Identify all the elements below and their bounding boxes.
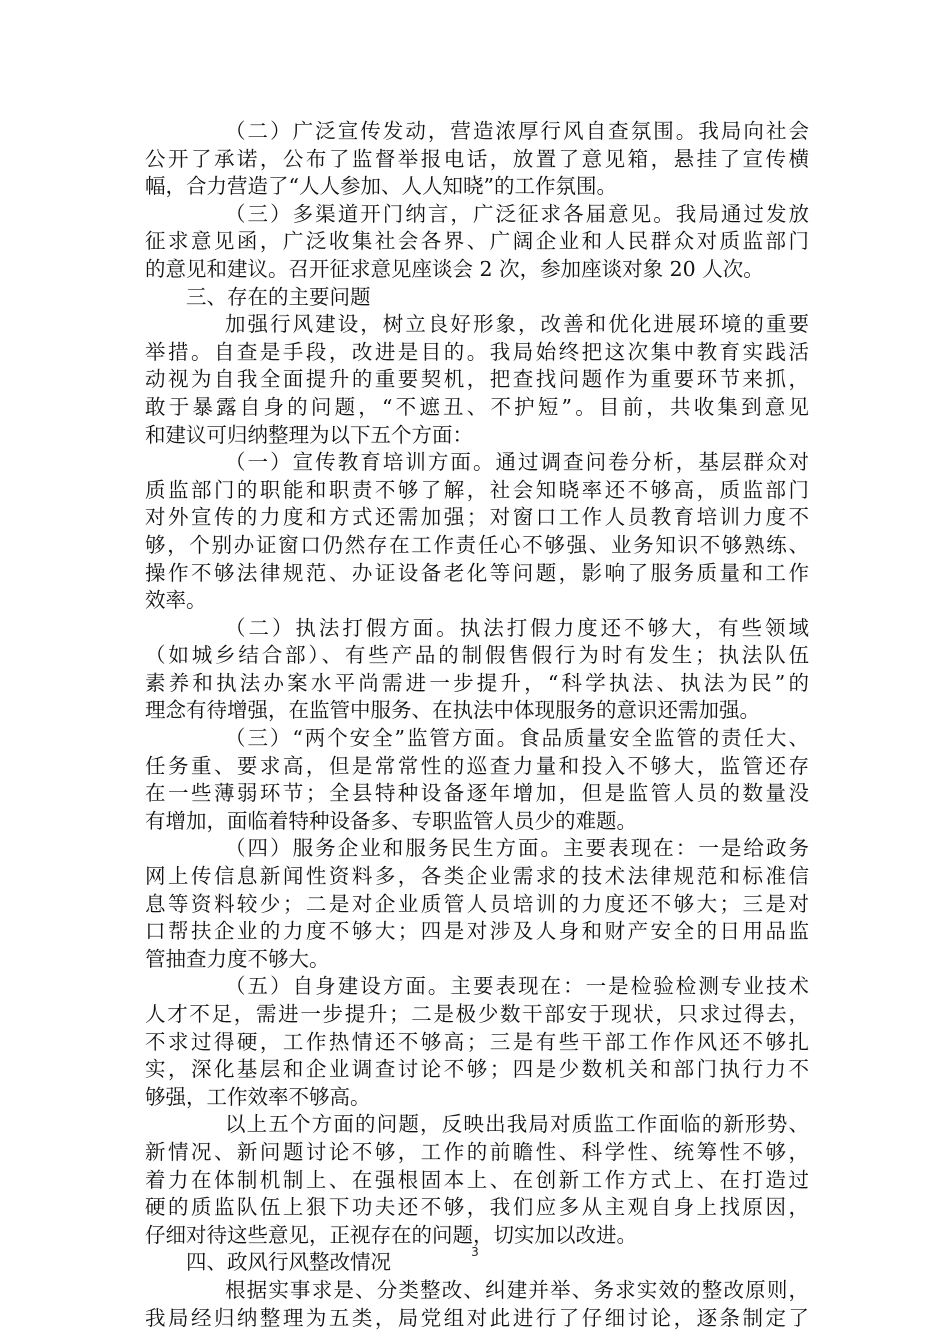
text-line: 征求意见函，广泛收集社会各界、广阔企业和人民群众对质监部门 xyxy=(145,229,809,254)
text-line: 对外宣传的力度和方式还需加强；对窗口工作人员教育培训力度不 xyxy=(145,505,809,530)
text-line: 不求过得硬，工作热情还不够高；三是有些干部工作作风还不够扎 xyxy=(145,1029,809,1054)
text-line: （五）自身建设方面。主要表现在：一是检验检测专业技术 xyxy=(225,974,809,999)
text-line: 敢于暴露自身的问题，“不遮丑、不护短”。目前，共收集到意见 xyxy=(145,394,809,419)
text-line: 效率。 xyxy=(145,588,207,613)
text-line: （三）“两个安全”监管方面。食品质量安全监管的责任大、 xyxy=(225,726,809,751)
page-number: 3 xyxy=(471,1245,479,1259)
text-line: 公开了承诺，公布了监督举报电话，放置了意见箱，悬挂了宣传横 xyxy=(145,146,809,171)
text-line: 着力在体制机制上、在强根固本上、在创新工作方式上、在打造过 xyxy=(145,1167,809,1192)
text-line: 和建议可归纳整理为以下五个方面： xyxy=(145,422,473,447)
text-line: 理念有待增强，在监管中服务、在执法中体现服务的意识还需加强。 xyxy=(145,698,760,723)
text-line: （二）广泛宣传发动，营造浓厚行风自查氛围。我局向社会 xyxy=(225,119,809,143)
text-line: 幅，合力营造了“人人参加、人人知晓”的工作氛围。 xyxy=(145,174,617,199)
text-line: 网上传信息新闻性资料多，各类企业需求的技术法律规范和标准信 xyxy=(145,864,809,889)
text-line: 根据实事求是、分类整改、纠建并举、务求实效的整改原则， xyxy=(225,1277,809,1302)
text-line: （二）执法打假方面。执法打假力度还不够大，有些领域 xyxy=(225,615,809,640)
text-line: 的意见和建议。召开征求意见座谈会 2 次，参加座谈对象 20 人次。 xyxy=(145,256,764,281)
text-line: 我局经归纳整理为五类，局党组对此进行了仔细讨论，逐条制定了 xyxy=(145,1305,809,1330)
text-line: （一）宣传教育培训方面。通过调查问卷分析，基层群众对 xyxy=(225,450,809,475)
text-line: 管抽查力度不够大。 xyxy=(145,946,330,971)
text-line: 够，个别办证窗口仍然存在工作责任心不够强、业务知识不够熟练、 xyxy=(145,532,809,557)
text-line: 新情况、新问题讨论不够，工作的前瞻性、科学性、统筹性不够， xyxy=(145,1139,809,1164)
text-line: （三）多渠道开门纳言，广泛征求各届意见。我局通过发放 xyxy=(225,201,809,226)
text-line: 仔细对待这些意见，正视存在的问题，切实加以改进。 xyxy=(145,1222,637,1247)
text-line: 操作不够法律规范、办证设备老化等问题，影响了服务质量和工作 xyxy=(145,560,809,585)
text-line: 举措。自查是手段，改进是目的。我局始终把这次集中教育实践活 xyxy=(145,339,809,364)
text-line: 四、政风行风整改情况 xyxy=(186,1250,391,1275)
text-line: 加强行风建设，树立良好形象，改善和优化进展环境的重要 xyxy=(225,312,809,337)
text-line: 任务重、要求高，但是常常性的巡查力量和投入不够大，监管还存 xyxy=(145,753,809,778)
text-line: 人才不足，需进一步提升；二是极少数干部安于现状，只求过得去， xyxy=(145,1002,809,1026)
text-line: 素养和执法办案水平尚需进一步提升，“科学执法、执法为民”的 xyxy=(145,670,809,695)
text-line: 实，深化基层和企业调查讨论不够；四是少数机关和部门执行力不 xyxy=(145,1057,809,1082)
text-line: 以上五个方面的问题，反映出我局对质监工作面临的新形势、 xyxy=(225,1112,809,1137)
text-line: 质监部门的职能和职责不够了解，社会知晓率还不够高，质监部门 xyxy=(145,477,809,502)
document-body xyxy=(145,118,809,1332)
text-line: 在一些薄弱环节；全县特种设备逐年增加，但是监管人员的数量没 xyxy=(145,781,809,806)
text-line: 口帮扶企业的力度不够大；四是对涉及人身和财产安全的日用品监 xyxy=(145,919,809,944)
text-line: 三、存在的主要问题 xyxy=(186,284,371,309)
text-line: （如城乡结合部）、有些产品的制假售假行为时有发生；执法队伍 xyxy=(145,643,809,668)
text-line: 硬的质监队伍上狠下功夫还不够，我们应多从主观自身上找原因， xyxy=(145,1195,809,1220)
text-line: 够强，工作效率不够高。 xyxy=(145,1084,371,1109)
text-line: 有增加，面临着特种设备多、专职监管人员少的难题。 xyxy=(145,808,637,833)
text-line: 动视为自我全面提升的重要契机，把查找问题作为重要环节来抓， xyxy=(145,367,809,392)
text-line: 息等资料较少；二是对企业质管人员培训的力度还不够大；三是对 xyxy=(145,891,809,916)
text-line: （四）服务企业和服务民生方面。主要表现在：一是给政务 xyxy=(225,836,809,861)
